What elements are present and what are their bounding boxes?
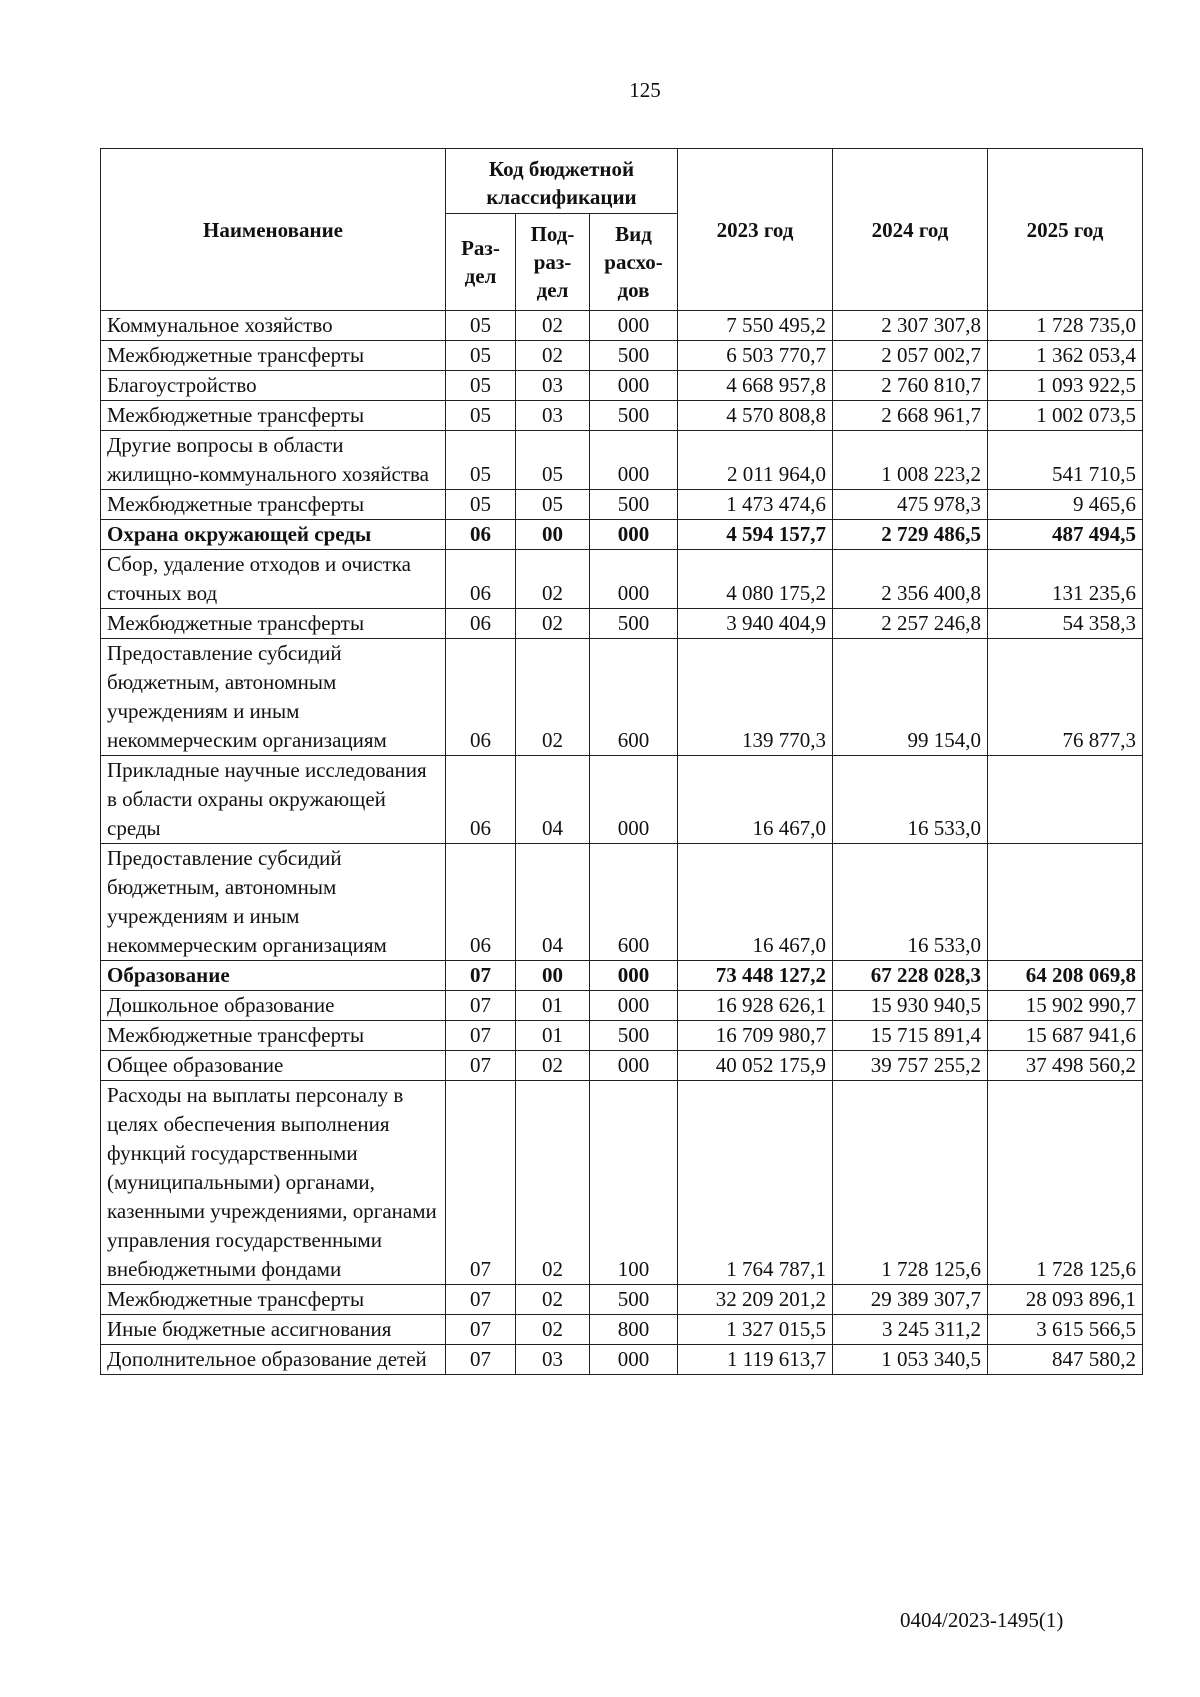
row-podrazdel: 00 <box>516 520 590 550</box>
row-2023: 1 473 474,6 <box>678 490 833 520</box>
row-2025: 37 498 560,2 <box>988 1051 1143 1081</box>
row-2024: 2 729 486,5 <box>833 520 988 550</box>
table-row <box>101 490 1143 520</box>
header-2025: 2025 год <box>988 149 1143 311</box>
row-razdel: 06 <box>446 639 516 756</box>
row-razdel: 06 <box>446 844 516 961</box>
row-vid-rashodov: 800 <box>590 1315 678 1345</box>
table-row <box>101 1345 1143 1375</box>
budget-table <box>100 148 1143 1375</box>
row-razdel: 06 <box>446 520 516 550</box>
row-2025: 9 465,6 <box>988 490 1143 520</box>
row-2025: 64 208 069,8 <box>988 961 1143 991</box>
row-name: Дошкольное образование <box>101 991 446 1021</box>
header-vid-rashodov: Вид расхо-дов <box>590 214 678 311</box>
row-2024: 15 715 891,4 <box>833 1021 988 1051</box>
row-razdel: 06 <box>446 756 516 844</box>
table-row <box>101 756 1143 844</box>
row-name: Межбюджетные трансферты <box>101 341 446 371</box>
row-2023: 16 467,0 <box>678 844 833 961</box>
row-2025: 541 710,5 <box>988 431 1143 490</box>
row-razdel: 06 <box>446 550 516 609</box>
table-row <box>101 311 1143 341</box>
header-razdel: Раз-дел <box>446 214 516 311</box>
row-name: Предоставление субсидий бюджетным, автономным учреждениям и иным некоммерческим организациям <box>101 844 446 961</box>
row-2024: 1 053 340,5 <box>833 1345 988 1375</box>
row-2025: 54 358,3 <box>988 609 1143 639</box>
row-2025: 1 002 073,5 <box>988 401 1143 431</box>
row-2024: 2 356 400,8 <box>833 550 988 609</box>
row-vid-rashodov: 500 <box>590 1285 678 1315</box>
row-name: Дополнительное образование детей <box>101 1345 446 1375</box>
row-2024: 29 389 307,7 <box>833 1285 988 1315</box>
row-2025: 131 235,6 <box>988 550 1143 609</box>
table-row <box>101 991 1143 1021</box>
row-name: Общее образование <box>101 1051 446 1081</box>
row-name: Предоставление субсидий бюджетным, автономным учреждениям и иным некоммерческим организациям <box>101 639 446 756</box>
row-podrazdel: 02 <box>516 550 590 609</box>
row-2024: 2 668 961,7 <box>833 401 988 431</box>
row-razdel: 05 <box>446 401 516 431</box>
row-vid-rashodov: 000 <box>590 1051 678 1081</box>
row-2023: 2 011 964,0 <box>678 431 833 490</box>
row-podrazdel: 00 <box>516 961 590 991</box>
row-2023: 16 467,0 <box>678 756 833 844</box>
row-name: Межбюджетные трансферты <box>101 1021 446 1051</box>
header-name: Наименование <box>101 149 446 311</box>
row-name: Благоустройство <box>101 371 446 401</box>
table-row <box>101 371 1143 401</box>
row-podrazdel: 05 <box>516 490 590 520</box>
row-razdel: 06 <box>446 609 516 639</box>
row-razdel: 05 <box>446 371 516 401</box>
row-2025: 28 093 896,1 <box>988 1285 1143 1315</box>
row-2024: 15 930 940,5 <box>833 991 988 1021</box>
row-name: Охрана окружающей среды <box>101 520 446 550</box>
row-razdel: 05 <box>446 341 516 371</box>
row-2023: 139 770,3 <box>678 639 833 756</box>
row-2024: 67 228 028,3 <box>833 961 988 991</box>
row-podrazdel: 02 <box>516 1081 590 1285</box>
row-2023: 1 119 613,7 <box>678 1345 833 1375</box>
row-2025: 76 877,3 <box>988 639 1143 756</box>
table-body <box>101 311 1143 1375</box>
row-2023: 4 570 808,8 <box>678 401 833 431</box>
row-name: Межбюджетные трансферты <box>101 609 446 639</box>
row-podrazdel: 02 <box>516 1315 590 1345</box>
table-row <box>101 609 1143 639</box>
header-code-group: Код бюджетной классификации <box>446 149 678 214</box>
row-2023: 4 594 157,7 <box>678 520 833 550</box>
row-2023: 16 709 980,7 <box>678 1021 833 1051</box>
row-2025 <box>988 844 1143 961</box>
row-2023: 40 052 175,9 <box>678 1051 833 1081</box>
row-2023: 32 209 201,2 <box>678 1285 833 1315</box>
table-row <box>101 431 1143 490</box>
row-name: Сбор, удаление отходов и очистка сточных вод <box>101 550 446 609</box>
row-2023: 73 448 127,2 <box>678 961 833 991</box>
table-row <box>101 639 1143 756</box>
row-vid-rashodov: 000 <box>590 311 678 341</box>
row-name: Другие вопросы в области жилищно-коммунального хозяйства <box>101 431 446 490</box>
row-2025: 15 902 990,7 <box>988 991 1143 1021</box>
row-2025: 15 687 941,6 <box>988 1021 1143 1051</box>
row-razdel: 07 <box>446 961 516 991</box>
row-vid-rashodov: 000 <box>590 991 678 1021</box>
row-2024: 99 154,0 <box>833 639 988 756</box>
row-vid-rashodov: 000 <box>590 550 678 609</box>
row-2024: 39 757 255,2 <box>833 1051 988 1081</box>
row-vid-rashodov: 500 <box>590 401 678 431</box>
row-razdel: 05 <box>446 311 516 341</box>
row-razdel: 07 <box>446 1315 516 1345</box>
row-vid-rashodov: 500 <box>590 341 678 371</box>
row-2025: 1 728 125,6 <box>988 1081 1143 1285</box>
row-2025: 1 093 922,5 <box>988 371 1143 401</box>
row-razdel: 05 <box>446 490 516 520</box>
row-razdel: 07 <box>446 1285 516 1315</box>
row-vid-rashodov: 000 <box>590 1345 678 1375</box>
table-header <box>101 149 1143 311</box>
row-razdel: 07 <box>446 991 516 1021</box>
row-2024: 16 533,0 <box>833 756 988 844</box>
row-name: Межбюджетные трансферты <box>101 490 446 520</box>
table-row <box>101 1021 1143 1051</box>
row-vid-rashodov: 600 <box>590 639 678 756</box>
row-2024: 1 008 223,2 <box>833 431 988 490</box>
row-2025: 3 615 566,5 <box>988 1315 1143 1345</box>
table-row <box>101 1081 1143 1285</box>
row-razdel: 07 <box>446 1345 516 1375</box>
table-row <box>101 520 1143 550</box>
row-2024: 2 057 002,7 <box>833 341 988 371</box>
row-vid-rashodov: 000 <box>590 371 678 401</box>
row-2024: 3 245 311,2 <box>833 1315 988 1345</box>
row-podrazdel: 02 <box>516 639 590 756</box>
header-2024: 2024 год <box>833 149 988 311</box>
row-vid-rashodov: 500 <box>590 609 678 639</box>
row-2023: 3 940 404,9 <box>678 609 833 639</box>
row-podrazdel: 04 <box>516 756 590 844</box>
row-podrazdel: 03 <box>516 401 590 431</box>
row-name: Образование <box>101 961 446 991</box>
row-2024: 2 257 246,8 <box>833 609 988 639</box>
row-2024: 1 728 125,6 <box>833 1081 988 1285</box>
table-row <box>101 1315 1143 1345</box>
row-name: Расходы на выплаты персоналу в целях обеспечения выполнения функций государственными (муниципальными) органами, казенными учреждениями, органами управления государственными внебюджетными фондами <box>101 1081 446 1285</box>
row-vid-rashodov: 600 <box>590 844 678 961</box>
row-2023: 4 080 175,2 <box>678 550 833 609</box>
row-2025: 1 728 735,0 <box>988 311 1143 341</box>
row-2024: 475 978,3 <box>833 490 988 520</box>
row-2023: 1 764 787,1 <box>678 1081 833 1285</box>
row-razdel: 07 <box>446 1051 516 1081</box>
row-razdel: 07 <box>446 1021 516 1051</box>
row-2023: 6 503 770,7 <box>678 341 833 371</box>
table-row <box>101 844 1143 961</box>
row-podrazdel: 03 <box>516 371 590 401</box>
row-name: Прикладные научные исследования в области охраны окружающей среды <box>101 756 446 844</box>
row-2023: 16 928 626,1 <box>678 991 833 1021</box>
row-razdel: 05 <box>446 431 516 490</box>
row-podrazdel: 04 <box>516 844 590 961</box>
row-2024: 16 533,0 <box>833 844 988 961</box>
row-vid-rashodov: 000 <box>590 431 678 490</box>
row-2023: 1 327 015,5 <box>678 1315 833 1345</box>
table-row <box>101 1051 1143 1081</box>
row-2023: 4 668 957,8 <box>678 371 833 401</box>
row-podrazdel: 02 <box>516 1285 590 1315</box>
row-2025: 487 494,5 <box>988 520 1143 550</box>
row-vid-rashodov: 100 <box>590 1081 678 1285</box>
row-podrazdel: 02 <box>516 609 590 639</box>
row-vid-rashodov: 000 <box>590 756 678 844</box>
row-vid-rashodov: 000 <box>590 520 678 550</box>
table-row <box>101 341 1143 371</box>
row-podrazdel: 01 <box>516 991 590 1021</box>
row-vid-rashodov: 500 <box>590 1021 678 1051</box>
row-2024: 2 760 810,7 <box>833 371 988 401</box>
row-podrazdel: 02 <box>516 311 590 341</box>
header-podrazdel: Под-раз-дел <box>516 214 590 311</box>
row-razdel: 07 <box>446 1081 516 1285</box>
row-name: Межбюджетные трансферты <box>101 1285 446 1315</box>
row-podrazdel: 05 <box>516 431 590 490</box>
table-row <box>101 961 1143 991</box>
table-row <box>101 550 1143 609</box>
row-vid-rashodov: 500 <box>590 490 678 520</box>
row-2024: 2 307 307,8 <box>833 311 988 341</box>
row-name: Межбюджетные трансферты <box>101 401 446 431</box>
header-2023: 2023 год <box>678 149 833 311</box>
table-row <box>101 401 1143 431</box>
table-row <box>101 1285 1143 1315</box>
row-name: Коммунальное хозяйство <box>101 311 446 341</box>
row-podrazdel: 01 <box>516 1021 590 1051</box>
page-number: 125 <box>629 78 661 102</box>
row-name: Иные бюджетные ассигнования <box>101 1315 446 1345</box>
document-code: 0404/2023-1495(1) <box>900 1608 1064 1632</box>
row-2023: 7 550 495,2 <box>678 311 833 341</box>
row-2025: 847 580,2 <box>988 1345 1143 1375</box>
row-podrazdel: 03 <box>516 1345 590 1375</box>
row-2025 <box>988 756 1143 844</box>
row-vid-rashodov: 000 <box>590 961 678 991</box>
row-podrazdel: 02 <box>516 1051 590 1081</box>
row-2025: 1 362 053,4 <box>988 341 1143 371</box>
row-podrazdel: 02 <box>516 341 590 371</box>
